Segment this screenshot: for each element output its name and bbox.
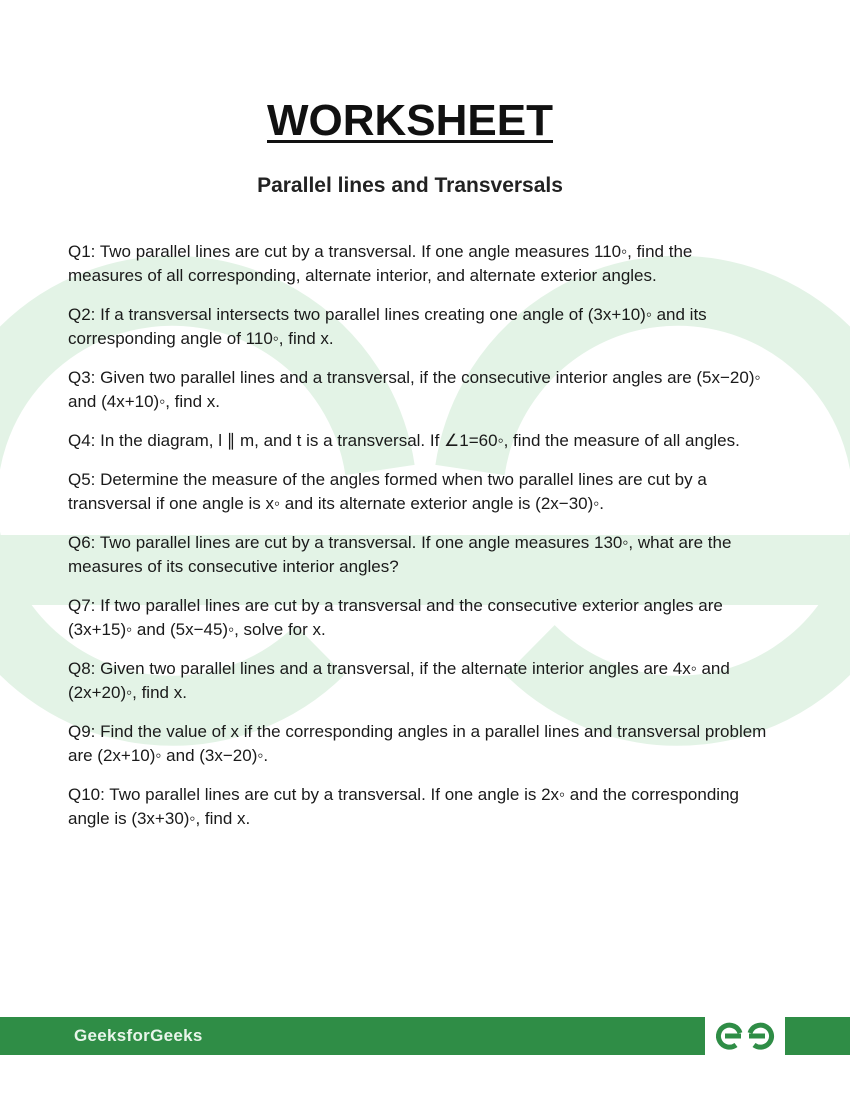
footer-brand-name: GeeksforGeeks	[74, 1026, 203, 1045]
page-subtitle: Parallel lines and Transversals	[257, 174, 563, 197]
footer-bar	[0, 1017, 850, 1055]
question-1: Q1: Two parallel lines are cut by a transversal. If one angle measures 110◦, find the measures of all corresponding, alternate interior, and alternate exterior angles.	[68, 242, 693, 285]
question-5: Q5: Determine the measure of the angles formed when two parallel lines are cut by a transversal if one angle is x◦ and its alternate exterior angle is (2x−30)◦.	[68, 470, 707, 513]
question-list	[68, 240, 768, 846]
page-title: WORKSHEET	[267, 96, 553, 145]
question-10: Q10: Two parallel lines are cut by a transversal. If one angle is 2x◦ and the corresponding angle is (3x+30)◦, find x.	[68, 785, 739, 828]
question-7: Q7: If two parallel lines are cut by a transversal and the consecutive exterior angles are (3x+15)◦ and (5x−45)◦, solve for x.	[68, 596, 723, 639]
footer-accent-bar	[789, 1023, 850, 1049]
question-2: Q2: If a transversal intersects two parallel lines creating one angle of (3x+10)◦ and its corresponding angle of 110◦, find x.	[68, 305, 707, 348]
question-8: Q8: Given two parallel lines and a transversal, if the alternate interior angles are 4x◦ and (2x+20)◦, find x.	[68, 659, 730, 702]
question-9: Q9: Find the value of x if the corresponding angles in a parallel lines and transversal problem are (2x+10)◦ and (3x−20)◦.	[68, 722, 767, 765]
question-4: Q4: In the diagram, l ∥ m, and t is a transversal. If ∠1=60◦, find the measure of all angles.	[68, 431, 740, 450]
gfg-logo-icon	[705, 1017, 785, 1055]
question-3: Q3: Given two parallel lines and a transversal, if the consecutive interior angles are (5x−20)◦ and (4x+10)◦, find x.	[68, 368, 761, 411]
question-6: Q6: Two parallel lines are cut by a transversal. If one angle measures 130◦, what are the measures of its consecutive interior angles?	[68, 533, 732, 576]
